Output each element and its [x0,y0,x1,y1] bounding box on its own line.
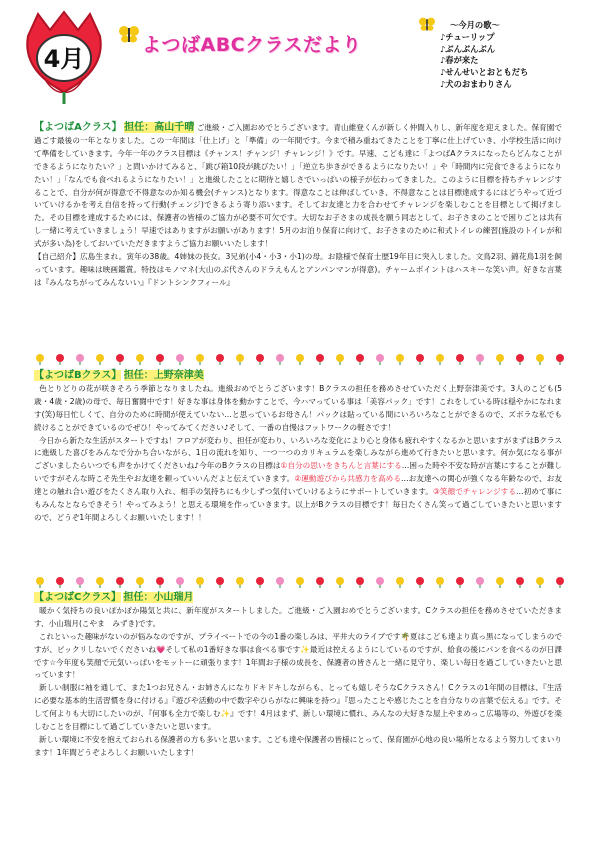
class-a-intro: 【自己紹介】広島生まれ。寅年の38歳。4姉妹の長女。3兄弟(小4・小3・小1)の母。お陰様で保育士歴19年目に突入しました。文鳥2羽、錦花鳥1羽を飼っています。趣味は映画鑑賞。特技はモノマネ(大山のぶ代さんのドラえもんとアンパンマンが得意)。チャームポイントはハスキーな笑い声。好きな言葉は『みんなちがってみんないい』『ドントシンクフィール』 [34,252,562,287]
flower-icon [536,354,544,365]
newsletter-title: よつばABCクラスだより [142,34,362,56]
flower-icon [216,354,224,365]
butterfly-icon [418,16,436,32]
flower-icon [36,354,44,365]
flower-icon [256,577,264,588]
class-c-body-4: 新しい環境に不安を抱えておられる保護者の方も多いと思います。こども達や保護者の皆様にとって、保育園が心地の良い場所となるよう努力してまいります！1年間どうぞよろしくお願いいたします！ [34,734,562,757]
flower-icon [376,577,384,588]
flower-row-icon [30,353,570,365]
flower-icon [56,354,64,365]
tulip-icon [14,8,114,104]
class-c-body-1: 暖かく気持ちの良いぽかぽか陽気と共に、新年度がスタートしました。ご進級・ご入園おめでとうございます。Cクラスの担任を務めさせていただきます、小山瑞月(こやま みずき)です。 [34,605,562,628]
month-label: 4月 [43,45,85,73]
flower-icon [556,577,564,588]
class-c-body-3: 新しい制服に袖を通して、また1つお兄さん・お姉さんになりドキドキしながらも、とっても嬉しそうなCクラスさん！Cクラスの1年間の目標は、『生活に必要な基本的生活習慣を身に付ける』『遊びや活動の中で数字やひらがなに興味を持つ』『思ったことや感じたことを自分なりの言葉で伝える』です。そして何よりも大切にしたいのが、『何事も全力で楽しむ✨』です！4月はまず、新しい環境に慣れ、みんなの大好きな屋上やまめっこ広場等の、外遊びを楽しむことを目標にして過ごしていきたいと思います。 [34,683,563,732]
butterfly-icon [118,24,140,44]
songs-title: ～今月の歌～ [450,20,500,30]
flower-icon [76,354,84,365]
song-item: ♪春が来た [440,55,479,66]
class-b-section [34,370,562,525]
song-item: ♪チューリップ [440,31,495,42]
flower-icon [376,354,384,365]
flower-icon [236,577,244,588]
flower-icon [396,354,404,365]
flower-icon [236,354,244,365]
flower-icon [316,354,324,365]
flower-icon [156,577,164,588]
class-a-body: ご進級・ご入園おめでとうございます。青山維登くんが新しく仲間入りし、新年度を迎えました。保育園で過ごす最後の一年となりました。この一年間は「仕上げ」と「準備」の一年間です。今まで積み重ねてきたことを丁寧に仕上げていき、小学校生活に向けて準備をしていきます。今年一年のクラス目標は《チャンス！チャンジ！チャレンジ！》です。早速、こども達に「よつばAクラスになったらどんなことができるようになりたい？」と問いかけてみると、「跳び箱10段が跳びたい！」「逆立ち歩きができるようになりたい！」や「時間内に完食できるようになりたい！」「なんでも食べれるようになりたい！」と進級したことに期待と嬉しさでいっぱいの様子が伝わってきました。このように目標を持ちチャレンジすることで、自分が何が得意で不得意なのか知る機会(チャンス)となります。得意なことは伸ばしていき、不得意なことは目標達成するにはどうやって近づいていけるかを考え自信を持って行動(チェンジ)できるよう寄り添います。そしてお友達と力を合わせてチャレンジを楽しむことを目標として掲げました。その目標を達成するためには、保護者の皆様のご協力が必要不可欠です。大切なお子さまの成長を願う同志として、お子さまのことで困りごとは共有し一緒に考えていきましょう！早速ではありますがお願いがあります！5月のお泊り保育に向けて、お子さまのために和式トイレの練習(施設のトイレが和式が多い為)をしておいていただきますようご協力お願いいたします！ [34,123,563,249]
flower-icon [436,354,444,365]
flower-icon [276,577,284,588]
flower-icon [176,577,184,588]
flower-icon [276,354,284,365]
flower-icon [356,577,364,588]
flower-icon [136,577,144,588]
monthly-songs [440,20,590,91]
flower-icon [116,354,124,365]
flower-icon [216,577,224,588]
class-b-body-4: …お友達への関心が強くなる年齢なので、お友達との触れ合い遊びをたくさん取り入れ、相手の気持ちにも少しずつ気付いていけるようにサポートしていきます。 [34,474,562,497]
song-item: ♪犬のおまわりさん [440,78,512,89]
flower-icon [96,354,104,365]
flower-icon [476,354,484,365]
flower-row-icon [30,576,570,588]
flower-icon [456,577,464,588]
flower-icon [136,354,144,365]
flower-icon [416,354,424,365]
flower-icon [536,577,544,588]
class-a-section [34,122,562,290]
flower-icon [176,354,184,365]
flower-icon [396,577,404,588]
flower-icon [456,354,464,365]
class-b-body-5: …初めて事にもみんなとならできそう！やってみよう！と思える環境を作っていきます。以上がBクラスの目標です！毎日たくさん笑って過ごしていきたいと思いますので、どうぞ1年間よろしくお願いいたします！！ [34,487,563,522]
flower-icon [496,577,504,588]
class-b-goal-3: ③笑顔でチャレンジする [432,487,517,497]
flower-icon [196,577,204,588]
flower-icon [516,354,524,365]
class-c-section [34,592,562,760]
flower-icon [336,577,344,588]
flower-icon [356,354,364,365]
class-b-goal-2: ②運動遊びから共感力を高める [294,474,402,484]
class-b-body-2: 今日から新たな生活がスタートですね！フロアが変わり、担任が変わり、いろいろな変化により心と身体も疲れやすくなるかと思いますがまずはBクラスに進級した喜びをみんなで分かち合いながら、1日の流れを知り、一つ一つのカリキュラムを楽しみながら進めて行きたいと思います。何か気になる事がございましたらいつでも声をかけてくださいね♪今年のBクラスの目標は [34,435,562,471]
class-b-body-1: 色とりどりの花が咲きそろう季節となりましたね。進級おめでとうございます！Bクラスの担任を務めさせていただく上野奈津美です。3人のこども(5歳・4歳・2歳)の母で、毎日奮闘中です！好きな事は身体を動かすことで、今ハマっている事は「美容パック」です！これをしている時は穏やかになれます(笑)毎日忙しくて、自分のために時間が使えていない…と思っているお母さん！パックは貼っている間にいろいろなことができるので、ズボラな私でも続けることができているのでぜひ！やってみてください♪そして、一番の自慢はフットワークの軽さです！ [34,383,563,432]
class-c-teacher: 担任：小山瑞月 [123,592,194,603]
flower-icon [416,577,424,588]
class-c-label: 【よつばCクラス】 [34,592,122,603]
flower-icon [516,577,524,588]
flower-icon [256,354,264,365]
flower-icon [316,577,324,588]
flower-icon [116,577,124,588]
class-b-goal-1: ①自分の思いをきちんと言葉にする [280,461,402,471]
flower-icon [556,354,564,365]
flower-icon [196,354,204,365]
flower-icon [76,577,84,588]
flower-icon [296,577,304,588]
flower-icon [296,354,304,365]
song-item: ♪せんせいとおともだち [440,67,529,78]
class-c-body-2: これといった趣味がないのが悩みなのですが、プライベートでの今の1番の楽しみは、平井大のライブです🌴夏はこども達より真っ黒になってしまうのですが、ビックリしないでくださいね💗そして私の1番好きな事は食べる事です✨最近は控えるようにしているのですが、給食の後にパンを食べるのが日課です☆今年度も笑顔で元気いっぱいをモットーに頑張ります！1年間お子様の成長を、保護者の皆さんと一緒に見守り、楽しい毎日を過ごしていきたいと思っています！ [34,631,562,680]
flower-icon [156,354,164,365]
flower-icon [56,577,64,588]
class-b-label: 【よつばBクラス】 [34,370,122,381]
class-a-teacher: 担任：高山千晴 [124,122,195,133]
flower-icon [436,577,444,588]
flower-icon [476,577,484,588]
class-b-body-3: …困った時や不安な時が言葉にすることが難しいですがそんな時こそ先生やお友達を頼っていいんだよと伝えていきます。 [34,461,562,484]
song-item: ♪ぶんぶんぶん [440,43,496,54]
class-a-label: 【よつばAクラス】 [34,122,122,133]
flower-icon [496,354,504,365]
flower-icon [96,577,104,588]
flower-icon [336,354,344,365]
flower-icon [36,577,44,588]
class-b-teacher: 担任：上野奈津美 [123,370,204,381]
